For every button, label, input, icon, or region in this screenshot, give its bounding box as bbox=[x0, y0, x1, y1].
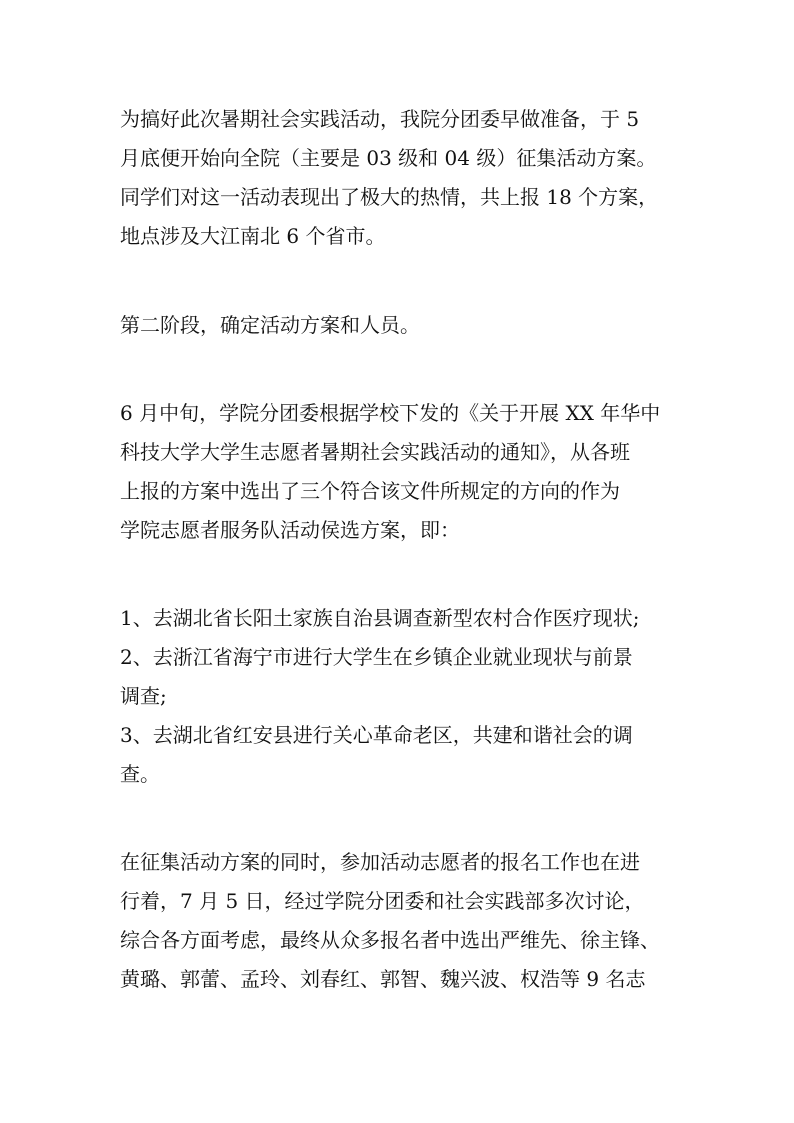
text-line: 在征集活动方案的同时，参加活动志愿者的报名工作也在进 bbox=[120, 850, 640, 874]
list-item: 2、去浙江省海宁市进行大学生在乡镇企业就业现状与前景 bbox=[120, 645, 633, 669]
text-line: 6 月中旬，学院分团委根据学校下发的《关于开展 XX 年华中 bbox=[120, 401, 661, 425]
text-line: 黄璐、郭蕾、孟玲、刘春红、郭智、魏兴波、权浩等 9 名志 bbox=[120, 967, 646, 991]
text-line: 行着，7 月 5 日，经过学院分团委和社会实践部多次讨论， bbox=[120, 889, 645, 913]
list-item-continuation: 调查; bbox=[120, 684, 167, 708]
text-line: 学院志愿者服务队活动侯选方案，即： bbox=[120, 518, 460, 542]
list-item-continuation: 查。 bbox=[120, 762, 160, 786]
section-heading: 第二阶段，确定活动方案和人员。 bbox=[120, 313, 420, 337]
text-line: 月底便开始向全院（主要是 03 级和 04 级）征集活动方案。 bbox=[120, 146, 657, 170]
text-line: 地点涉及大江南北 6 个省市。 bbox=[120, 224, 386, 248]
text-line: 综合各方面考虑，最终从众多报名者中选出严维先、徐主锋、 bbox=[120, 928, 660, 952]
text-line: 同学们对这一活动表现出了极大的热情，共上报 18 个方案， bbox=[120, 185, 659, 209]
list-item: 3、去湖北省红安县进行关心革命老区，共建和谐社会的调 bbox=[120, 723, 633, 747]
text-line: 为搞好此次暑期社会实践活动，我院分团委早做准备，于 5 bbox=[120, 107, 640, 131]
text-line: 上报的方案中选出了三个符合该文件所规定的方向的作为 bbox=[120, 479, 620, 503]
text-line: 科技大学大学生志愿者暑期社会实践活动的通知》，从各班 bbox=[120, 440, 630, 464]
list-item: 1、去湖北省长阳土家族自治县调查新型农村合作医疗现状; bbox=[120, 606, 640, 630]
